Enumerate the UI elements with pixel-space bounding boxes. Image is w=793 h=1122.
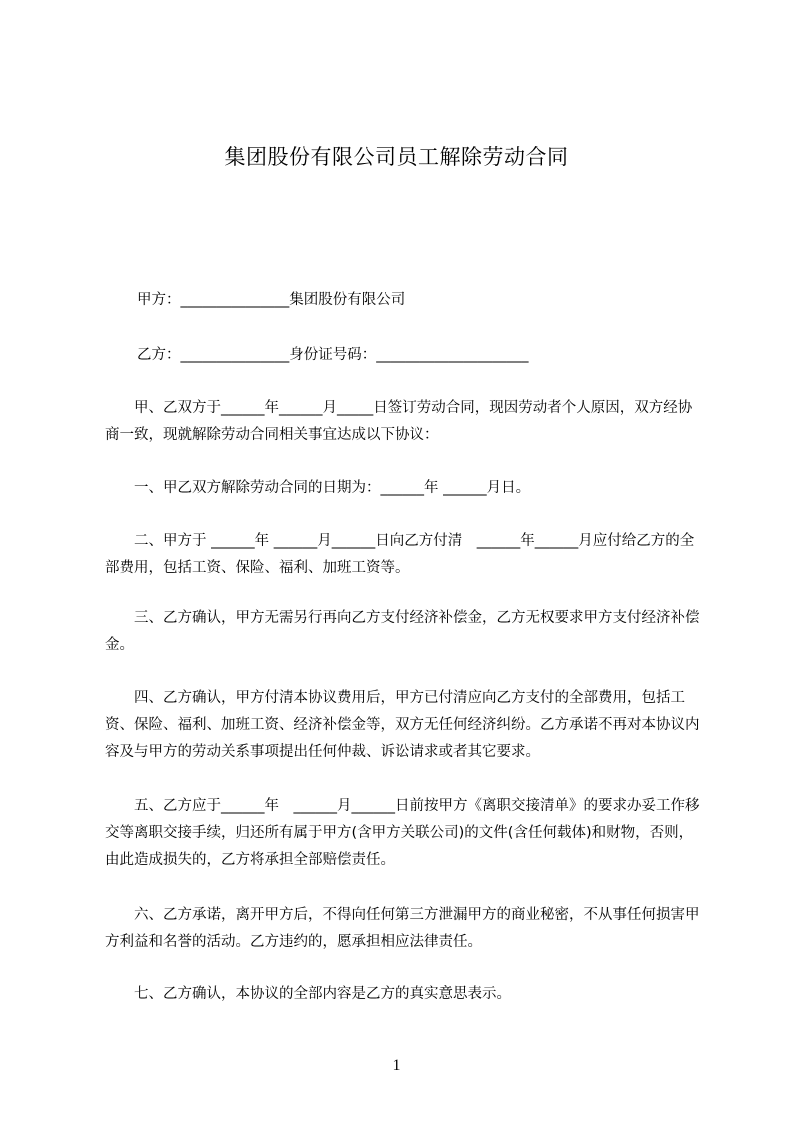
clause-1: 一、甲乙双方解除劳动合同的日期为：______年 ______月日。 — [105, 480, 531, 496]
clause-3: 三、乙方确认，甲方无需另行再向乙方支付经济补偿金，乙方无权要求甲方支付经济补偿金。 — [105, 610, 700, 653]
clause-4: 四、乙方确认，甲方付清本协议费用后，甲方已付清应向乙方支付的全部费用，包括工资、保险、福利、加班工资、经济补偿金等，双方无任何经济纠纷。乙方承诺不再对本协议内容及与甲方的劳动关系事项提出任何仲裁、诉讼请求或者其它要求。 — [105, 690, 700, 760]
clause-2: 二、甲方于 ______年 ______月______日向乙方付清 ______年______月应付给乙方的全部费用，包括工资、保险、福利、加班工资等。 — [105, 533, 695, 576]
clause-5: 五、乙方应于______年 ______月______日前按甲方《离职交接清单》的要求办妥工作移交等离职交接手续，归还所有属于甲方(含甲方关联公司)的文件(含任何载体)和财物，否则，由此造成损失的，乙方将承担全部赔偿责任。 — [105, 798, 700, 868]
document-title: 集团股份有限公司员工解除劳动合同 — [224, 145, 569, 169]
clause-preamble: 甲、乙双方于______年______月_____日签订劳动合同，现因劳动者个人原因，双方经协商一致，现就解除劳动合同相关事宜达成以下协议： — [105, 400, 693, 443]
clause-7: 七、乙方确认，本协议的全部内容是乙方的真实意思表示。 — [105, 986, 511, 1002]
clause-6: 六、乙方承诺，离开甲方后，不得向任何第三方泄漏甲方的商业秘密，不从事任何损害甲方利益和名誉的活动。乙方违约的，愿承担相应法律责任。 — [105, 907, 700, 950]
party-b-line: 乙方：_______________身份证号码：_____________________ — [137, 347, 529, 363]
page-number: 1 — [392, 1057, 401, 1074]
party-a-line: 甲方：_______________集团股份有限公司 — [137, 292, 406, 308]
